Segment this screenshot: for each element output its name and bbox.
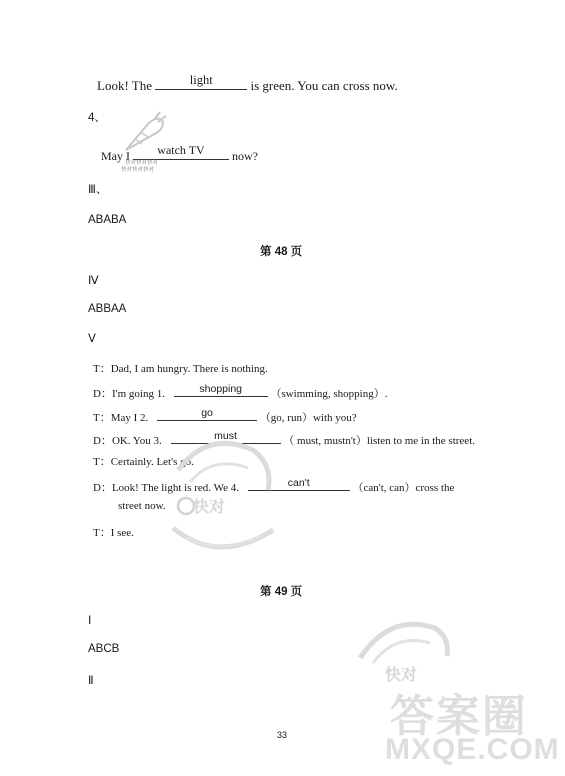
- blank-2-answer: go: [201, 407, 213, 419]
- site-watermark: MXQE.COM: [385, 733, 560, 766]
- section3-answer: ABABA: [88, 214, 127, 226]
- dialogue-line-6-pre: D：Look! The light is red. We 4.: [93, 482, 239, 494]
- section4-answer: ABBAA: [88, 303, 127, 315]
- section5-label: Ⅴ: [88, 333, 96, 345]
- blank-1-answer: shopping: [199, 383, 243, 395]
- page48-heading: 第 48 页: [260, 246, 303, 258]
- q4-number: 4、: [88, 112, 106, 124]
- dialogue-line-5: T：Certainly. Let's go.: [93, 456, 194, 468]
- section4-label: Ⅳ: [88, 275, 99, 287]
- dialogue-line-2: [93, 382, 388, 401]
- dialogue-line-2-post: （swimming, shopping）.: [270, 388, 388, 400]
- dialogue-line-3-pre: T：May I 2.: [93, 412, 149, 424]
- answer-circle-watermark: 答案圈: [390, 692, 528, 741]
- dialogue-line-4-post: （ must, mustn't）listen to me in the street.: [283, 435, 475, 447]
- dialogue-line-7: T：I see.: [93, 527, 134, 539]
- q4-after: now?: [232, 149, 258, 163]
- section-i-answer: ABCB: [88, 643, 120, 655]
- q3-after: is green. You can cross now.: [250, 78, 398, 93]
- dialogue-line-6-post: （can't, can）cross the: [352, 482, 455, 494]
- dialogue-line-6-continued: street now.: [118, 500, 166, 512]
- watermark-small-1: 快对快对快对: [125, 160, 159, 166]
- kuaidui-watermark-1: 快对: [193, 499, 226, 516]
- q3-before: Look! The: [97, 78, 152, 93]
- blank-4-answer: can't: [287, 477, 310, 489]
- dialogue-line-2-pre: D：I'm going 1.: [93, 388, 165, 400]
- page-number: 33: [277, 730, 288, 740]
- watermark-small-2: 快对快对快对: [121, 167, 155, 173]
- dialogue-line-4: [93, 429, 475, 448]
- blank-2: [157, 406, 257, 421]
- blank-3-answer: must: [214, 430, 237, 442]
- dialogue-line-4-pre: D：OK. You 3.: [93, 435, 162, 447]
- kuaidui-seal-watermark-icon-2: [355, 608, 455, 668]
- q4-before: May I: [101, 149, 130, 163]
- section3-label: Ⅲ、: [88, 184, 108, 196]
- dialogue-line-1: T：Dad, I am hungry. There is nothing.: [93, 363, 268, 375]
- q3-answer-blank: [155, 74, 247, 90]
- dialogue-line-3-post: （go, run）with you?: [259, 412, 357, 424]
- kuaidui-watermark-2: 快对: [385, 667, 418, 684]
- q3-sentence: [97, 74, 398, 94]
- q4-answer: watch TV: [157, 143, 205, 157]
- section-ii-label: Ⅱ: [88, 675, 94, 687]
- section-i-label: Ⅰ: [88, 615, 92, 627]
- q3-answer: light: [189, 73, 213, 87]
- page49-heading: 第 49 页: [260, 586, 303, 598]
- blank-1: [174, 382, 268, 397]
